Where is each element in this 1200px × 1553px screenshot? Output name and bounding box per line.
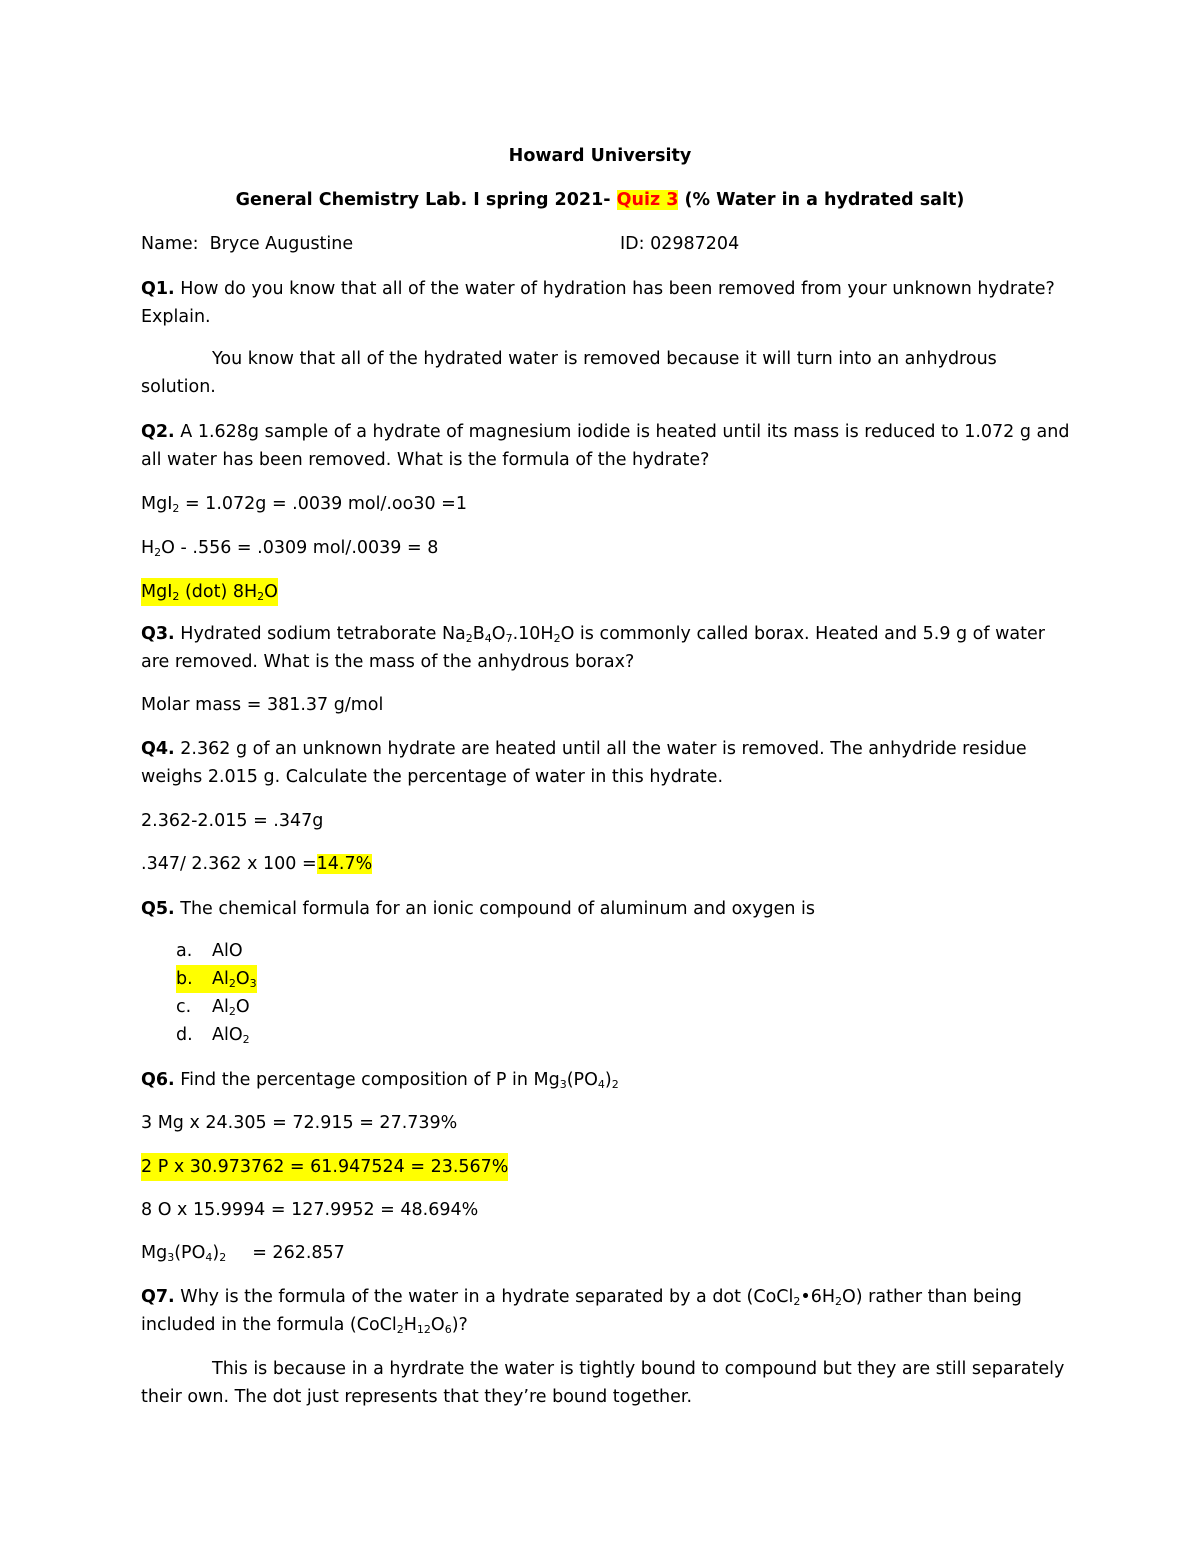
q6-line-p: 2 P x 30.973762 = 61.947524 = 23.567% [141, 1153, 508, 1181]
q6-question: Q6. Find the percentage composition of P in $Mg_3(PO_4)_2$ [141, 1070, 619, 1091]
id-label: ID: [620, 234, 645, 254]
quiz-label: Quiz 3 [616, 190, 679, 210]
q1-text: How do you know that all of the water of hydration has been removed from your unknown hydrate? [180, 279, 1055, 299]
q3-answer: Molar mass = 381.37 g/mol [141, 695, 384, 715]
q2-answer: MgI$_2$ (dot) $8H_2O$ [141, 578, 278, 606]
q5-text: The chemical formula for an ionic compound of aluminum and oxygen is [180, 899, 816, 919]
q4-calc2: .347/ 2.362 x 100 =14.7% [141, 854, 373, 874]
course-prefix: General Chemistry Lab. I spring 2021- [235, 190, 611, 210]
name-label: Name: [141, 234, 199, 254]
q5-option-b: b. $Al_2O_3$ [176, 965, 257, 993]
q2-text: A 1.628g sample of a hydrate of magnesium iodide is heated until its mass is reduced to 1.072 g and [180, 422, 1070, 442]
q4-question-line1 [141, 735, 1027, 763]
q6-number: Q6. [141, 1070, 175, 1090]
q7-answer-line1: This is because in a hyrdrate the water is tightly bound to compound but they are still separately [212, 1359, 1065, 1379]
q6-total: $Mg_3(PO_4)_2 = 262.857$ [141, 1243, 345, 1264]
course-suffix: (% Water in a hydrated salt) [684, 190, 965, 210]
university-title: Howard University [508, 146, 692, 166]
q3-question-line2: are removed. What is the mass of the anhydrous borax? [141, 652, 635, 672]
q5-option-d: d. AlO$_2$ [176, 1025, 250, 1046]
q5-question [141, 895, 815, 923]
q1-answer-line2: solution. [141, 377, 216, 397]
q6-line-o: 8 O x 15.9994 = 127.9952 = 48.694% [141, 1200, 479, 1220]
q2-h2o-calc: $H_2O - .556 = .0309$ mol/.0039 = 8 [141, 538, 439, 559]
q7-number: Q7. [141, 1287, 175, 1307]
q3-question-line1: Q3. Hydrated sodium tetraborate $Na_2B_4O_7.10H_2O$ is commonly called borax. Heated and 5.9 g of water [141, 624, 1045, 645]
q1-answer-line1: You know that all of the hydrated water is removed because it will turn into an anhydrous [212, 349, 997, 369]
q1-number: Q1. [141, 279, 175, 299]
q2-question-line1 [141, 418, 1069, 446]
q1-question-line1 [141, 275, 1055, 303]
q7-question-line1: Q7. Why is the formula of the water in a hydrate separated by a dot $(CoCl_2•6H_2O)$ rather than being [141, 1287, 1022, 1308]
q3-number: Q3. [141, 624, 175, 644]
q5-number: Q5. [141, 899, 175, 919]
q1-question-line2: Explain. [141, 307, 211, 327]
q2-question-line2: all water has been removed. What is the formula of the hydrate? [141, 450, 710, 470]
q4-number: Q4. [141, 739, 175, 759]
student-name-line [141, 230, 353, 258]
q5-option-a: a. AlO [176, 941, 243, 961]
q5-option-c: c. $Al_2O$ [176, 997, 250, 1018]
q6-line-mg: 3 Mg x 24.305 = 72.915 = 27.739% [141, 1113, 458, 1133]
q7-answer-line2: their own. The dot just represents that they’re bound together. [141, 1387, 693, 1407]
student-id-line [620, 230, 739, 258]
student-id: 02987204 [650, 234, 740, 254]
q2-number: Q2. [141, 422, 175, 442]
q2-mgi-calc: MgI$_2$ = 1.072g = .0039 mol/.oo30 =1 [141, 494, 467, 515]
q4-calc1: 2.362-2.015 = .347g [141, 811, 324, 831]
course-title [0, 186, 1200, 214]
q4-text: 2.362 g of an unknown hydrate are heated until all the water is removed. The anhydride residue [180, 739, 1027, 759]
q4-result: 14.7% [316, 854, 373, 874]
q7-question-line2: included in the formula $(CoCl_2H_{12}O_6)$? [141, 1315, 468, 1336]
student-name: Bryce Augustine [209, 234, 354, 254]
q4-question-line2: weighs 2.015 g. Calculate the percentage of water in this hydrate. [141, 767, 724, 787]
